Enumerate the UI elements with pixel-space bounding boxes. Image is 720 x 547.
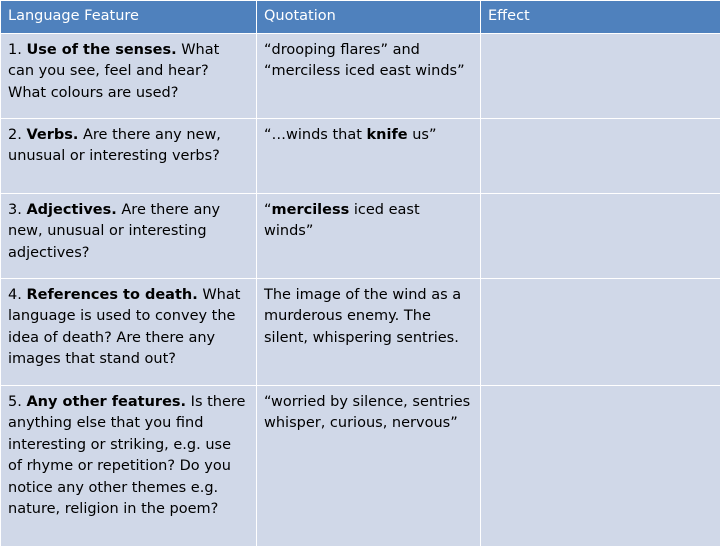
table-row — [1, 385, 720, 546]
quotation-text: iced east winds” — [264, 202, 420, 240]
feature-number: 1. — [8, 42, 22, 58]
feature-cell — [1, 118, 257, 193]
header-language-feature: Language Feature — [1, 1, 257, 34]
effect-cell[interactable] — [481, 118, 720, 193]
header-quotation: Quotation — [257, 1, 481, 34]
effect-cell[interactable] — [481, 385, 720, 546]
table-row — [1, 278, 720, 385]
quotation-cell — [257, 33, 481, 118]
feature-cell — [1, 193, 257, 278]
quotation-emphasis: merciless — [272, 202, 350, 218]
header-row — [1, 1, 720, 34]
feature-question: Is there anything else that you find interesting or striking, e.g. use of rhyme or repetition? Do you notice any other themes e.g. nature, religion in the poem? — [8, 394, 245, 518]
header-effect: Effect — [481, 1, 720, 34]
feature-number: 3. — [8, 202, 22, 218]
feature-cell — [1, 33, 257, 118]
feature-question: Are there any new, unusual or interesting verbs? — [8, 127, 221, 165]
feature-title: Adjectives. — [26, 202, 116, 218]
quotation-text: “…winds that — [264, 127, 367, 143]
quotation-cell — [257, 385, 481, 546]
table-row — [1, 118, 720, 193]
quotation-cell — [257, 118, 481, 193]
feature-cell — [1, 278, 257, 385]
quotation-text: “drooping flares” and “merciless iced east winds” — [264, 42, 465, 80]
quotation-text: “ — [264, 202, 272, 218]
feature-cell — [1, 385, 257, 546]
feature-number: 5. — [8, 394, 22, 410]
quotation-text: “worried by silence, sentries whisper, curious, nervous” — [264, 394, 470, 432]
quotation-text: The image of the wind as a murderous enemy. The silent, whispering sentries. — [264, 287, 461, 346]
quotation-cell — [257, 278, 481, 385]
quotation-text: us” — [408, 127, 437, 143]
feature-title: References to death. — [26, 287, 197, 303]
feature-number: 4. — [8, 287, 22, 303]
feature-question: What language is used to convey the idea of death? Are there any images that stand out? — [8, 287, 240, 368]
feature-question: What can you see, feel and hear? What colours are used? — [8, 42, 219, 101]
table-row — [1, 33, 720, 118]
quotation-cell — [257, 193, 481, 278]
feature-number: 2. — [8, 127, 22, 143]
effect-cell[interactable] — [481, 278, 720, 385]
effect-cell[interactable] — [481, 33, 720, 118]
table-row — [1, 193, 720, 278]
feature-title: Use of the senses. — [26, 42, 176, 58]
quotation-emphasis: knife — [367, 127, 408, 143]
feature-question: Are there any new, unusual or interesting adjectives? — [8, 202, 220, 261]
feature-title: Verbs. — [26, 127, 78, 143]
effect-cell[interactable] — [481, 193, 720, 278]
feature-title: Any other features. — [26, 394, 186, 410]
